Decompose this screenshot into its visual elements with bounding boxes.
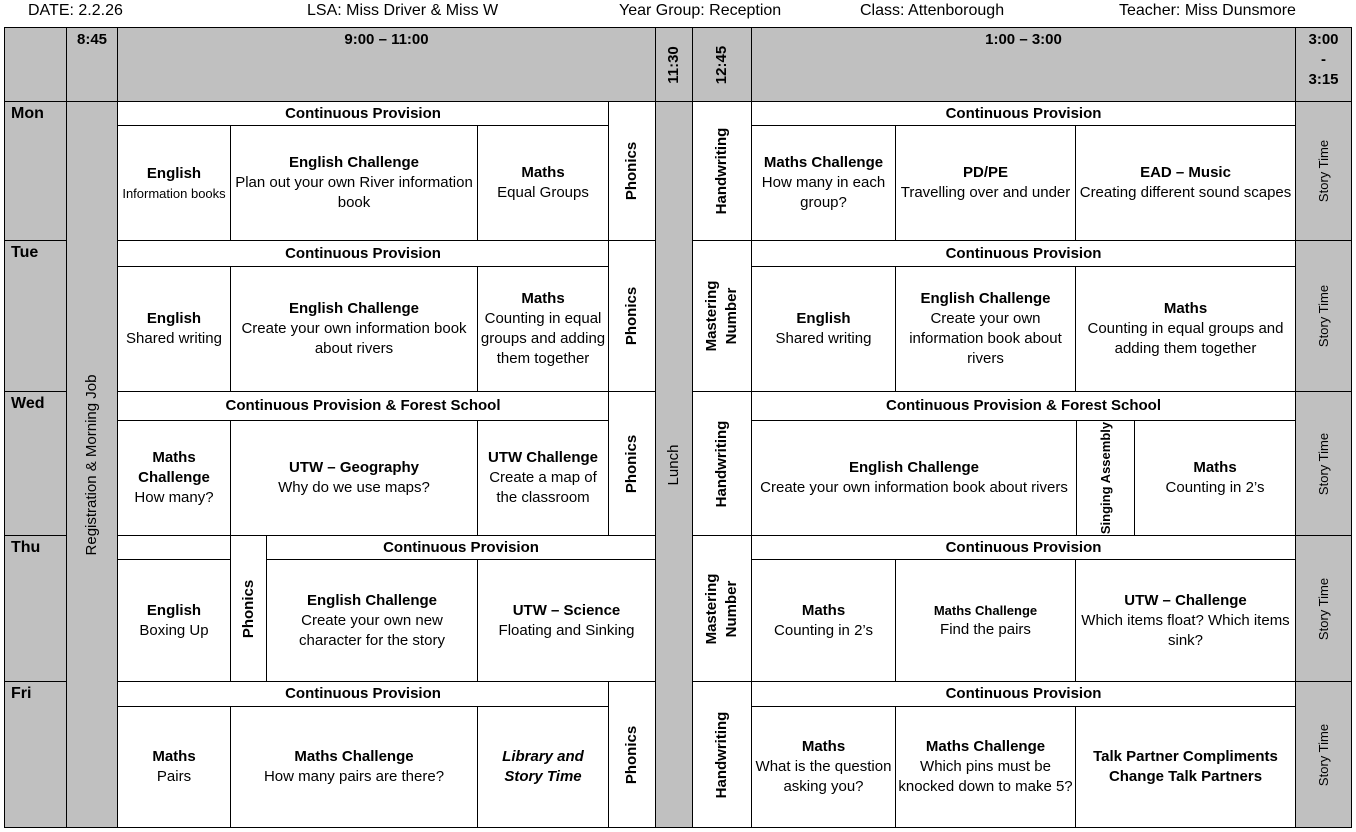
wed-am-provision: Continuous Provision & Forest School	[117, 391, 609, 421]
fri-am-library-story: Library and Story Time	[477, 706, 609, 828]
mon-story-time: Story Time	[1295, 101, 1352, 241]
time-1245: 12:45	[692, 27, 752, 102]
tue-pm-provision: Continuous Provision	[751, 240, 1296, 267]
mon-am-english: English Information books	[117, 125, 231, 241]
date-label: DATE: 2.2.26	[28, 2, 123, 19]
mon-pm-maths-challenge: Maths Challenge How many in each group?	[751, 125, 896, 241]
teacher-label: Teacher: Miss Dunsmore	[1119, 2, 1296, 19]
thu-am-english: English Boxing Up	[117, 559, 231, 682]
mon-phonics: Phonics	[608, 101, 656, 241]
time-845: 8:45	[66, 27, 118, 102]
thu-am-provision: Continuous Provision	[266, 535, 656, 560]
thu-am-blank	[117, 535, 231, 560]
mon-am-maths: Maths Equal Groups	[477, 125, 609, 241]
thu-mastering-number: Mastering Number	[692, 535, 752, 682]
time-1130: 11:30	[655, 27, 693, 102]
thu-am-english-challenge: English Challenge Create your own new character for the story	[266, 559, 478, 682]
mon-handwriting: Handwriting	[692, 101, 752, 241]
tue-story-time: Story Time	[1295, 240, 1352, 392]
thu-pm-utw-challenge: UTW – Challenge Which items float? Which items sink?	[1075, 559, 1296, 682]
tue-pm-english-challenge: English Challenge Create your own information book about rivers	[895, 266, 1076, 392]
wed-am-utw-geography: UTW – Geography Why do we use maps?	[230, 420, 478, 536]
fri-am-maths: Maths Pairs	[117, 706, 231, 828]
tue-am-maths: Maths Counting in equal groups and adding them together	[477, 266, 609, 392]
wed-handwriting: Handwriting	[692, 391, 752, 536]
fri-pm-maths: Maths What is the question asking you?	[751, 706, 896, 828]
class-label: Class: Attenborough	[860, 2, 1005, 19]
lsa-label: LSA: Miss Driver & Miss W	[307, 2, 499, 19]
time-900-1100: 9:00 – 11:00	[117, 27, 656, 102]
day-wed: Wed	[4, 391, 67, 536]
registration-column: Registration & Morning Job	[66, 101, 118, 828]
mon-pm-provision: Continuous Provision	[751, 101, 1296, 126]
tue-phonics: Phonics	[608, 240, 656, 392]
year-group-label: Year Group: Reception	[619, 2, 782, 19]
wed-phonics: Phonics	[608, 391, 656, 536]
thu-story-time: Story Time	[1295, 535, 1352, 682]
tue-pm-english: English Shared writing	[751, 266, 896, 392]
thu-pm-provision: Continuous Provision	[751, 535, 1296, 560]
fri-pm-maths-challenge: Maths Challenge Which pins must be knocked down to make 5?	[895, 706, 1076, 828]
thu-phonics: Phonics	[230, 535, 267, 682]
corner-cell	[4, 27, 67, 102]
day-mon: Mon	[4, 101, 67, 241]
fri-am-maths-challenge: Maths Challenge How many pairs are there?	[230, 706, 478, 828]
wed-singing-assembly: Singing Assembly	[1076, 420, 1135, 536]
mon-pm-pdpe: PD/PE Travelling over and under	[895, 125, 1076, 241]
wed-pm-provision: Continuous Provision & Forest School	[751, 391, 1296, 421]
wed-pm-maths: Maths Counting in 2’s	[1134, 420, 1296, 536]
fri-handwriting: Handwriting	[692, 681, 752, 828]
time-100-300: 1:00 – 3:00	[751, 27, 1296, 102]
thu-pm-maths-challenge: Maths Challenge Find the pairs	[895, 559, 1076, 682]
thu-pm-maths: Maths Counting in 2’s	[751, 559, 896, 682]
mon-pm-ead-music: EAD – Music Creating different sound scapes	[1075, 125, 1296, 241]
fri-am-provision: Continuous Provision	[117, 681, 609, 707]
time-300-315: 3:00 - 3:15	[1295, 27, 1352, 102]
wed-pm-english-challenge: English Challenge Create your own information book about rivers	[751, 420, 1077, 536]
tue-pm-maths: Maths Counting in equal groups and adding them together	[1075, 266, 1296, 392]
wed-story-time: Story Time	[1295, 391, 1352, 536]
thu-am-utw-science: UTW – Science Floating and Sinking	[477, 559, 656, 682]
mon-am-english-challenge: English Challenge Plan out your own River information book	[230, 125, 478, 241]
tue-mastering-number: Mastering Number	[692, 240, 752, 392]
wed-am-maths-challenge: Maths Challenge How many?	[117, 420, 231, 536]
tue-am-english-challenge: English Challenge Create your own information book about rivers	[230, 266, 478, 392]
wed-am-utw-challenge: UTW Challenge Create a map of the classroom	[477, 420, 609, 536]
day-tue: Tue	[4, 240, 67, 392]
lunch-column: Lunch	[655, 101, 693, 828]
tue-am-english: English Shared writing	[117, 266, 231, 392]
fri-story-time: Story Time	[1295, 681, 1352, 828]
day-thu: Thu	[4, 535, 67, 682]
day-fri: Fri	[4, 681, 67, 828]
mon-am-provision: Continuous Provision	[117, 101, 609, 126]
fri-pm-talk-partner: Talk Partner Compliments Change Talk Partners	[1075, 706, 1296, 828]
tue-am-provision: Continuous Provision	[117, 240, 609, 267]
fri-phonics: Phonics	[608, 681, 656, 828]
fri-pm-provision: Continuous Provision	[751, 681, 1296, 707]
